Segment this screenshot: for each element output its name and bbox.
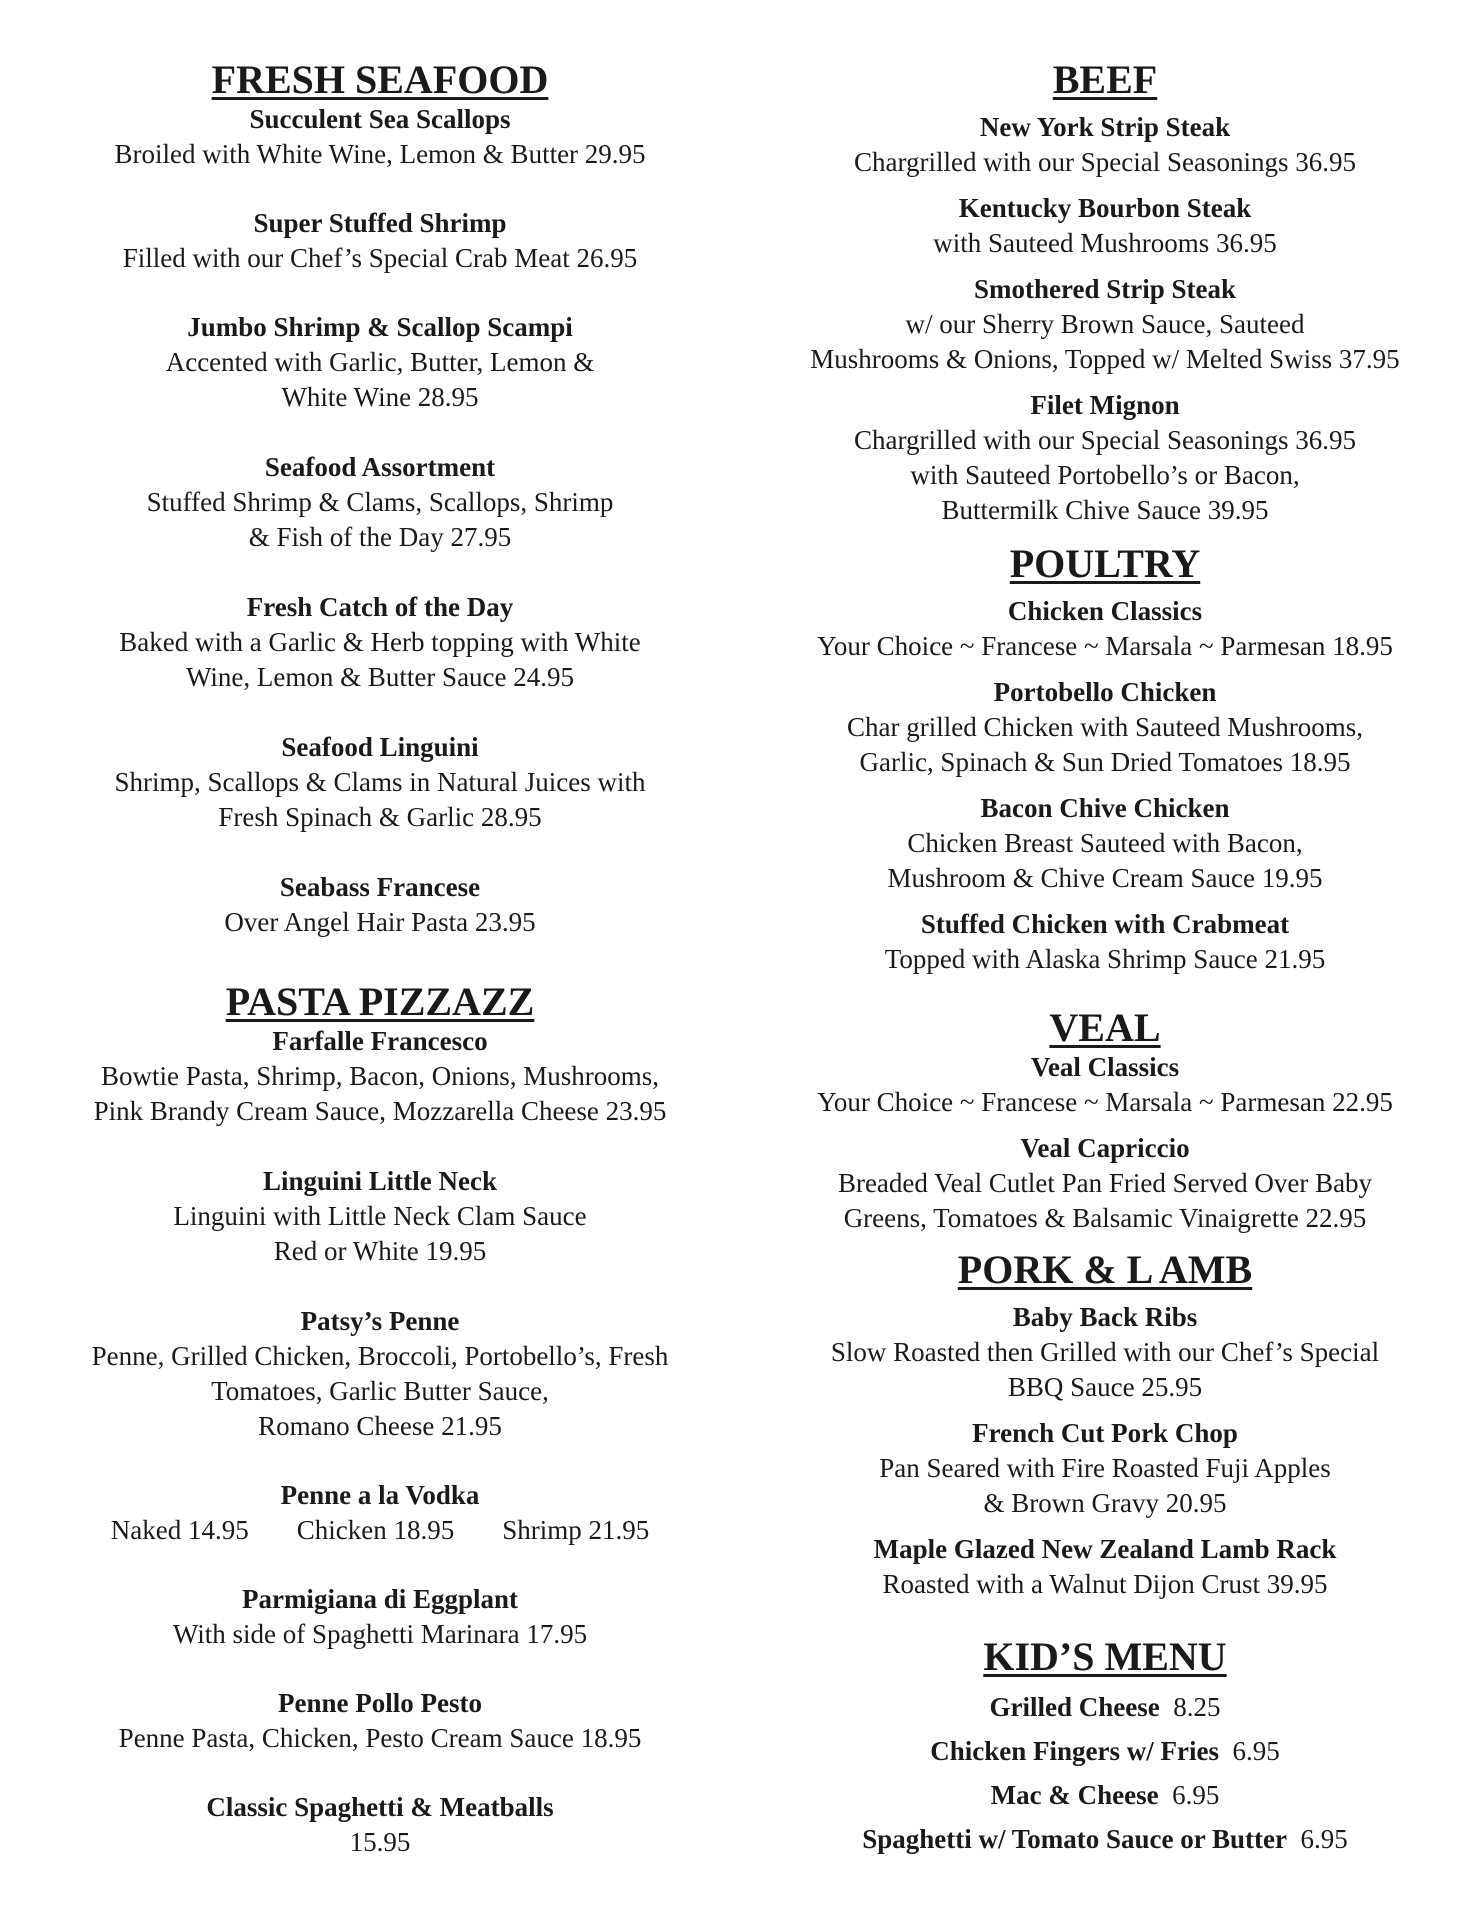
item-name: Seabass Francese [279, 872, 481, 902]
item-description: Broiled with White Wine, Lemon & Butter 29.95 [114, 139, 646, 169]
item-description: Wine, Lemon & Butter Sauce 24.95 [185, 662, 575, 692]
menu-item-smothered-strip-steak [775, 272, 1435, 377]
item-description: with Sauteed Portobello’s or Bacon, [910, 460, 1300, 490]
item-description: With side of Spaghetti Marinara 17.95 [172, 1619, 588, 1649]
item-name: Filet Mignon [1030, 390, 1180, 420]
item-description: Shrimp, Scallops & Clams in Natural Juices with [114, 767, 646, 797]
kids-item-spaghetti [775, 1822, 1435, 1857]
item-name: Linguini Little Neck [262, 1166, 498, 1196]
menu-item-parmigiana-di-eggplant [50, 1582, 710, 1652]
item-name: Bacon Chive Chicken [980, 793, 1230, 823]
section-title-kids-menu: KID’S MENU [983, 1634, 1227, 1679]
item-name: Seafood Assortment [264, 452, 496, 482]
item-name: Veal Capriccio [1020, 1133, 1190, 1163]
section-title-pasta-pizzazz: PASTA PIZZAZZ [225, 979, 535, 1024]
menu-item-penne-a-la-vodka [50, 1478, 710, 1548]
menu-item-succulent-sea-scallops [50, 102, 710, 172]
section-title-pork-lamb: PORK & L AMB [957, 1247, 1253, 1292]
item-name: Penne Pollo Pesto [278, 1688, 482, 1718]
item-description: Breaded Veal Cutlet Pan Fried Served Over Baby [837, 1168, 1373, 1198]
price-option-shrimp: Shrimp 21.95 [502, 1515, 650, 1545]
item-name: Patsy’s Penne [300, 1306, 460, 1336]
section-title-poultry: POULTRY [1009, 541, 1201, 586]
item-description: Your Choice ~ Francese ~ Marsala ~ Parmesan 22.95 [817, 1087, 1393, 1117]
item-description: Fresh Spinach & Garlic 28.95 [218, 802, 542, 832]
item-name: Penne a la Vodka [280, 1480, 480, 1510]
item-description: with Sauteed Mushrooms 36.95 [933, 228, 1277, 258]
item-name: Farfalle Francesco [272, 1026, 488, 1056]
menu-item-patsys-penne [50, 1304, 710, 1444]
menu-item-fresh-catch-of-the-day [50, 590, 710, 695]
item-description: Chargrilled with our Special Seasonings 36.95 [854, 425, 1356, 455]
item-description: Stuffed Shrimp & Clams, Scallops, Shrimp [146, 487, 614, 517]
item-name: Smothered Strip Steak [973, 274, 1236, 304]
item-description: Pink Brandy Cream Sauce, Mozzarella Cheese 23.95 [93, 1096, 667, 1126]
menu-item-portobello-chicken [775, 675, 1435, 780]
item-name: Baby Back Ribs [1012, 1302, 1198, 1332]
item-description: Penne Pasta, Chicken, Pesto Cream Sauce 18.95 [118, 1723, 642, 1753]
item-description: Bowtie Pasta, Shrimp, Bacon, Onions, Mushrooms, [101, 1061, 659, 1091]
item-description: Over Angel Hair Pasta 23.95 [224, 907, 536, 937]
menu-item-bacon-chive-chicken [775, 791, 1435, 896]
item-description: & Brown Gravy 20.95 [983, 1488, 1227, 1518]
item-description: Romano Cheese 21.95 [258, 1411, 502, 1441]
section-title-beef: BEEF [1052, 57, 1158, 102]
menu-item-maple-glazed-lamb-rack [775, 1532, 1435, 1602]
item-description: Linguini with Little Neck Clam Sauce [173, 1201, 587, 1231]
menu-item-penne-pollo-pesto [50, 1686, 710, 1756]
menu-item-seabass-francese [50, 870, 710, 940]
item-description: Pan Seared with Fire Roasted Fuji Apples [879, 1453, 1331, 1483]
item-description: Slow Roasted then Grilled with our Chef’s Special [830, 1337, 1380, 1367]
item-description: Penne, Grilled Chicken, Broccoli, Portobello’s, Fresh [91, 1341, 669, 1371]
menu-item-jumbo-shrimp-scallop-scampi [50, 310, 710, 415]
item-price: 8.25 [1173, 1692, 1221, 1722]
menu-item-farfalle-francesco [50, 1024, 710, 1129]
kids-item-grilled-cheese [775, 1690, 1435, 1725]
menu-item-veal-capriccio [775, 1131, 1435, 1236]
item-name: Classic Spaghetti & Meatballs [206, 1792, 554, 1822]
menu-item-kentucky-bourbon-steak [775, 191, 1435, 261]
section-title-veal: VEAL [1049, 1005, 1161, 1050]
section-title-fresh-seafood: FRESH SEAFOOD [211, 57, 549, 102]
item-description: Mushrooms & Onions, Topped w/ Melted Swiss 37.95 [810, 344, 1400, 374]
menu-item-baby-back-ribs [775, 1300, 1435, 1405]
item-description: w/ our Sherry Brown Sauce, Sauteed [905, 309, 1305, 339]
menu-item-seafood-linguini [50, 730, 710, 835]
item-name: Grilled Cheese [989, 1692, 1160, 1722]
item-description: White Wine 28.95 [281, 382, 479, 412]
menu-item-classic-spaghetti-meatballs [50, 1790, 710, 1860]
item-name: Veal Classics [1030, 1052, 1180, 1082]
item-name: Succulent Sea Scallops [249, 104, 511, 134]
item-price: 6.95 [1232, 1736, 1280, 1766]
item-description: Your Choice ~ Francese ~ Marsala ~ Parmesan 18.95 [817, 631, 1393, 661]
item-name: Kentucky Bourbon Steak [958, 193, 1252, 223]
item-description: BBQ Sauce 25.95 [1007, 1372, 1203, 1402]
menu-item-chicken-classics [775, 594, 1435, 664]
item-description: Greens, Tomatoes & Balsamic Vinaigrette 22.95 [843, 1203, 1367, 1233]
item-price: 6.95 [1300, 1824, 1348, 1854]
item-name: French Cut Pork Chop [972, 1418, 1238, 1448]
price-option-chicken: Chicken 18.95 [296, 1515, 455, 1545]
item-price: 6.95 [1172, 1780, 1220, 1810]
menu-item-super-stuffed-shrimp [50, 206, 710, 276]
item-name: Chicken Classics [1007, 596, 1203, 626]
item-name: Chicken Fingers w/ Fries [930, 1736, 1219, 1766]
kids-item-mac-and-cheese [775, 1778, 1435, 1813]
item-description: Red or White 19.95 [273, 1236, 487, 1266]
item-description: Topped with Alaska Shrimp Sauce 21.95 [884, 944, 1326, 974]
menu-item-filet-mignon [775, 388, 1435, 528]
item-description: Tomatoes, Garlic Butter Sauce, [211, 1376, 549, 1406]
item-description: Buttermilk Chive Sauce 39.95 [941, 495, 1269, 525]
menu-item-new-york-strip-steak [775, 110, 1435, 180]
item-description: Roasted with a Walnut Dijon Crust 39.95 [882, 1569, 1328, 1599]
item-name: New York Strip Steak [979, 112, 1231, 142]
item-description: Chicken Breast Sauteed with Bacon, [907, 828, 1303, 858]
price-options [50, 1513, 710, 1548]
item-name: Stuffed Chicken with Crabmeat [920, 909, 1290, 939]
menu-item-veal-classics [775, 1050, 1435, 1120]
item-name: Super Stuffed Shrimp [253, 208, 507, 238]
item-description: Baked with a Garlic & Herb topping with White [119, 627, 641, 657]
item-description: Mushroom & Chive Cream Sauce 19.95 [887, 863, 1323, 893]
item-description: Char grilled Chicken with Sauteed Mushrooms, [847, 712, 1363, 742]
menu-item-french-cut-pork-chop [775, 1416, 1435, 1521]
item-name: Maple Glazed New Zealand Lamb Rack [873, 1534, 1337, 1564]
item-name: Fresh Catch of the Day [246, 592, 514, 622]
item-description: 15.95 [349, 1827, 411, 1857]
kids-item-chicken-fingers [775, 1734, 1435, 1769]
menu-item-seafood-assortment [50, 450, 710, 555]
menu-item-linguini-little-neck [50, 1164, 710, 1269]
item-name: Spaghetti w/ Tomato Sauce or Butter [862, 1824, 1287, 1854]
item-description: & Fish of the Day 27.95 [248, 522, 512, 552]
item-description: Garlic, Spinach & Sun Dried Tomatoes 18.95 [859, 747, 1351, 777]
item-name: Jumbo Shrimp & Scallop Scampi [187, 312, 573, 342]
item-description: Chargrilled with our Special Seasonings 36.95 [854, 147, 1356, 177]
item-name: Seafood Linguini [281, 732, 479, 762]
item-name: Parmigiana di Eggplant [241, 1584, 519, 1614]
item-description: Accented with Garlic, Butter, Lemon & [165, 347, 595, 377]
item-name: Portobello Chicken [993, 677, 1217, 707]
menu-item-stuffed-chicken-with-crabmeat [775, 907, 1435, 977]
price-option-naked: Naked 14.95 [110, 1515, 249, 1545]
item-description: Filled with our Chef’s Special Crab Meat 26.95 [122, 243, 638, 273]
item-name: Mac & Cheese [990, 1780, 1159, 1810]
